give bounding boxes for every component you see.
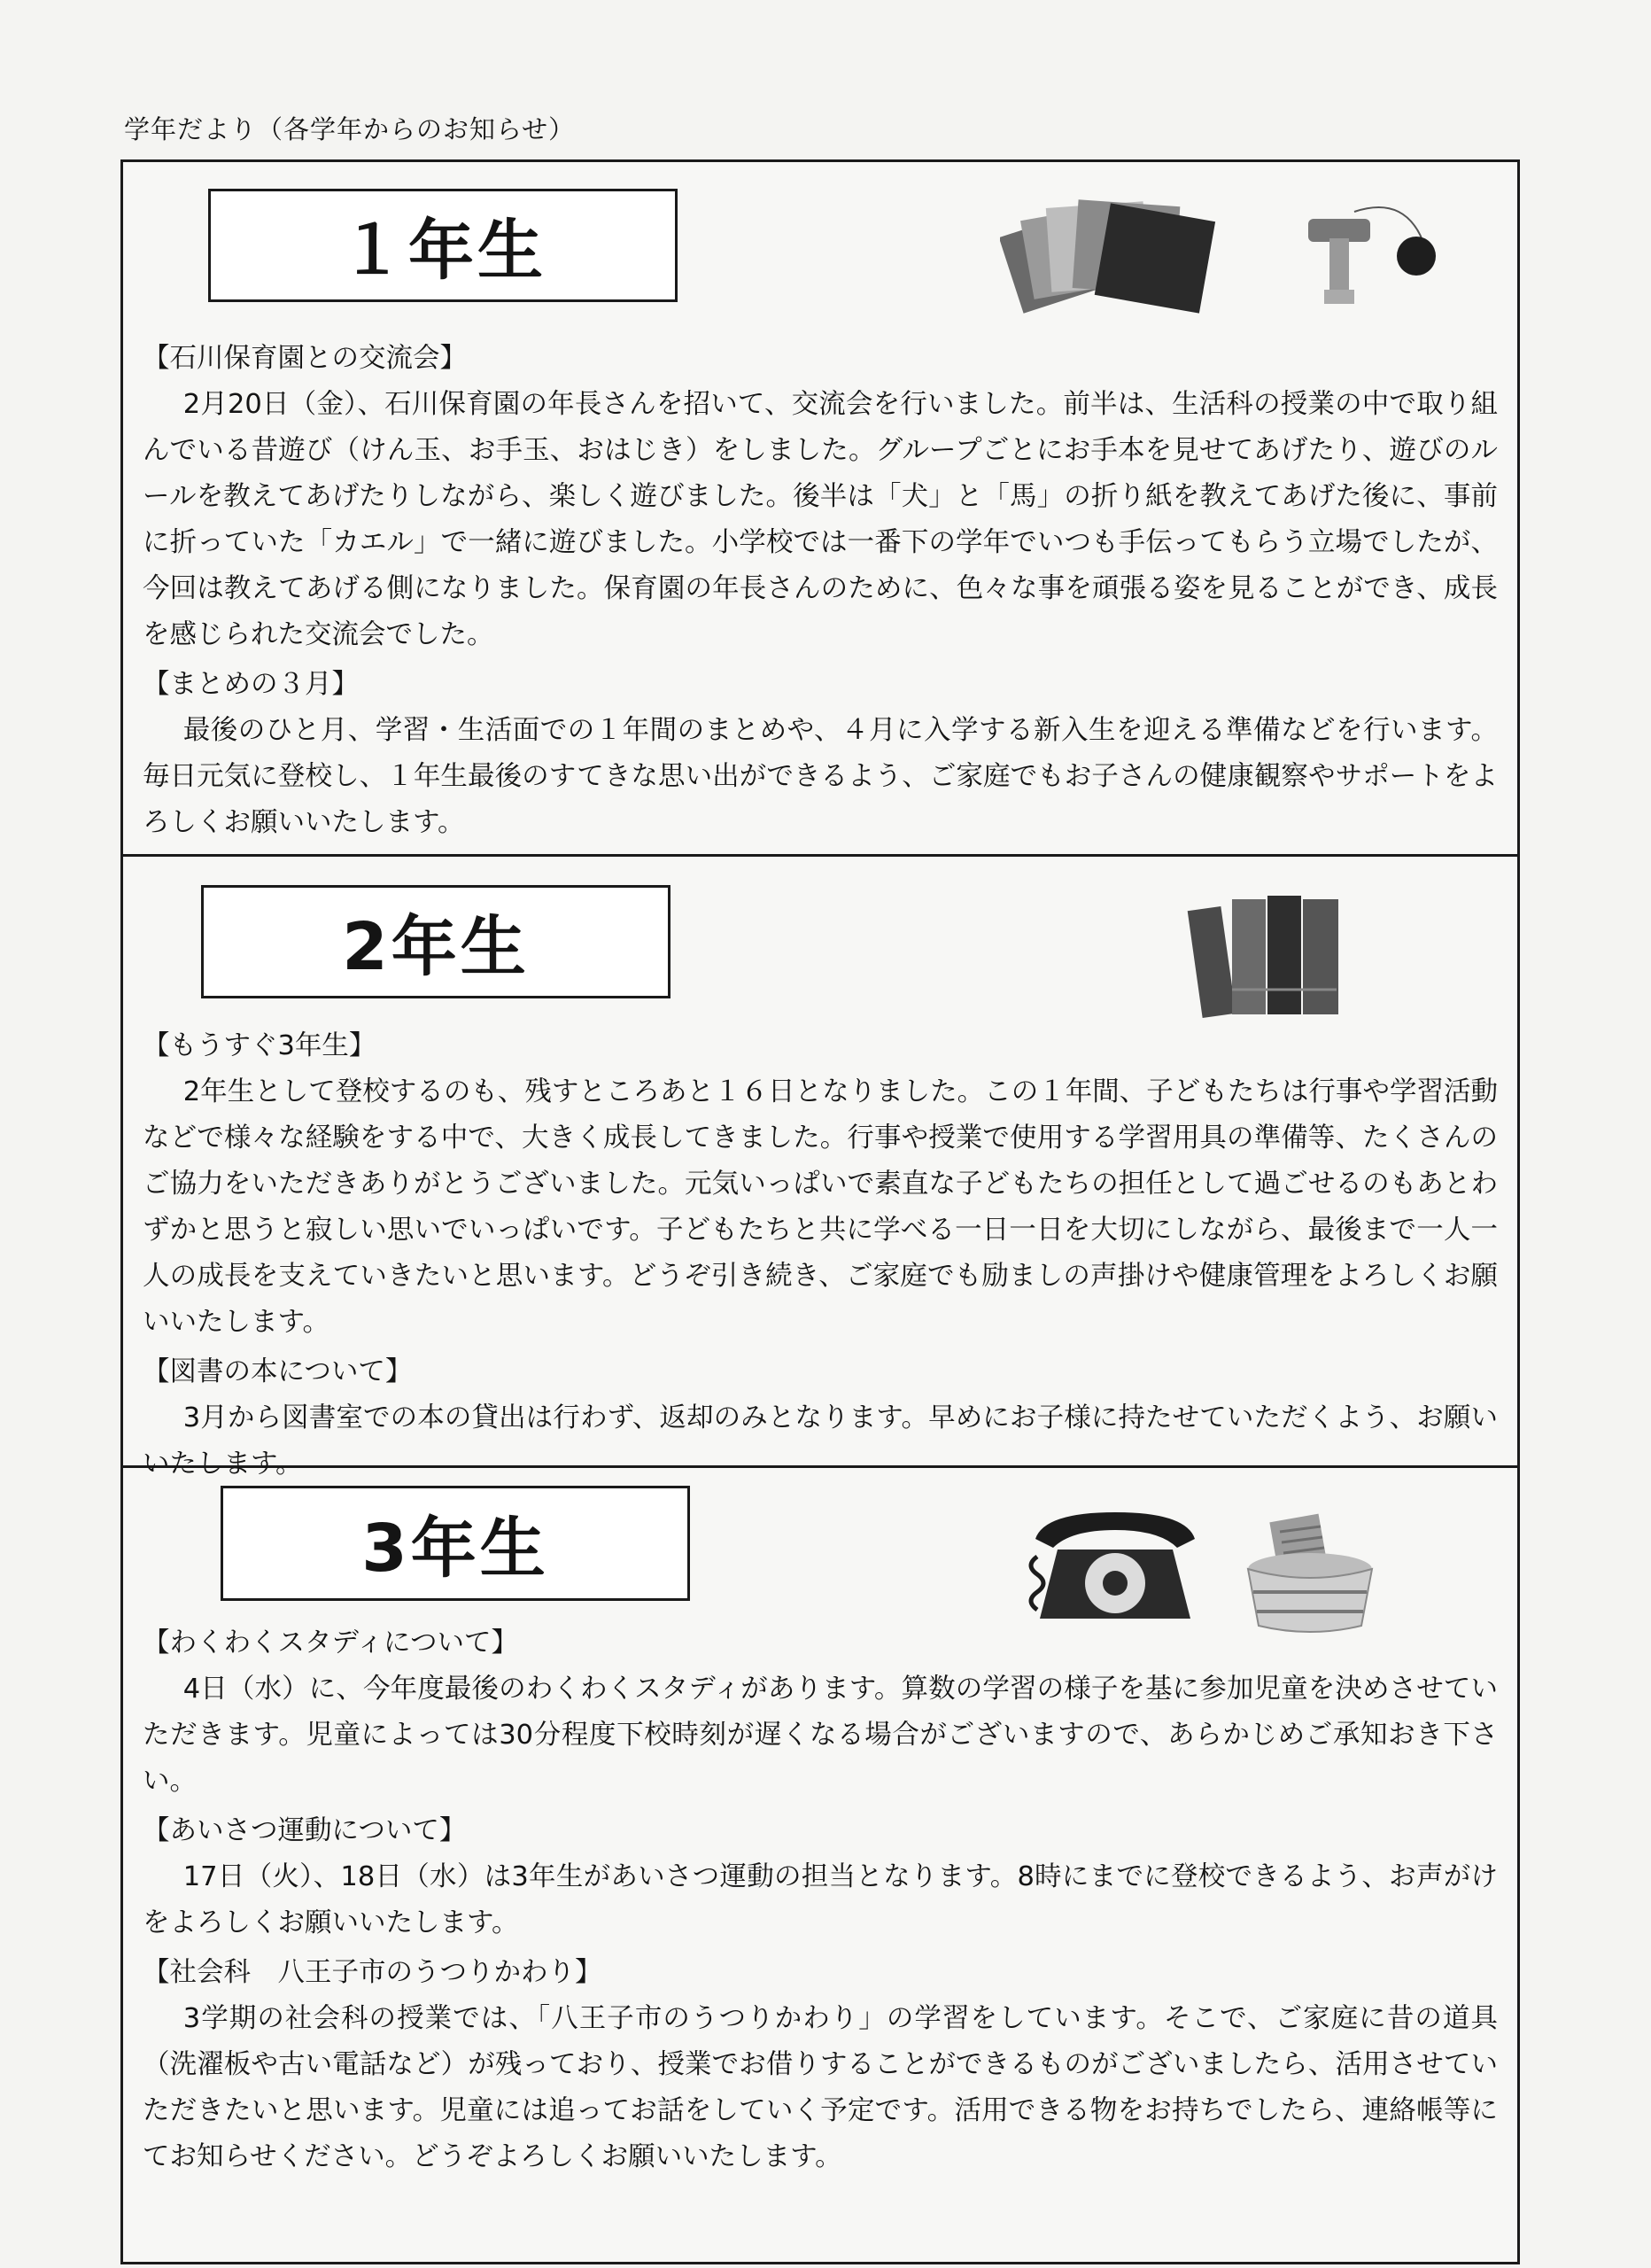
item-body: 3学期の社会科の授業では、「八王子市のうつりかわり」の学習をしています。そこで、ご家庭に昔の道具（洗濯板や古い電話など）が残っており、授業でお借りすることができるものがございましたら、活用させていただきたいと思います。児童には追ってお話をしていく予定です。活用できる物をお持ちでしたら、連絡帳等にてお知らせください。どうぞよろしくお願いいたします。 xyxy=(143,2003,1498,2172)
item-heading: 【わくわくスタディについて】 xyxy=(143,1627,518,1658)
rotary-telephone-icon xyxy=(1018,1503,1221,1627)
grade-1-content xyxy=(143,336,1498,850)
item-body: 4日（水）に、今年度最後のわくわくスタディがあります。算数の学習の様子を基に参加児童を決めさせていただきます。児童によっては30分程度下校時刻が遅くなる場合がございますので、あらかじめご承知おき下さい。 xyxy=(143,1674,1498,1797)
item-heading: 【石川保育園との交流会】 xyxy=(143,343,467,374)
item-body: 3月から図書室での本の貸出は行わず、返却のみとなります。早めにお子様に持たせていただくよう、お願いいたします。 xyxy=(143,1402,1498,1480)
grade-1-title: １年生 xyxy=(208,189,678,302)
item-heading: 【図書の本について】 xyxy=(143,1356,413,1387)
item-body: 最後のひと月、学習・生活面での１年間のまとめや、４月に入学する新入生を迎える準備などを行います。毎日元気に登校し、１年生最後のすてきな思い出ができるよう、ご家庭でもお子さんの健康観察やサポートをよろしくお願いいたします。 xyxy=(143,715,1498,838)
item-body: 2年生として登校するのも、残すところあと１６日となりました。この１年間、子どもたちは行事や学習活動などで様々な経験をする中で、大きく成長してきました。行事や授業で使用する学習用具の準備等、たくさんのご協力をいただきありがとうございました。元気いっぱいで素直な子どもたちの担任として過ごせるのもあとわずかと思うと寂しい思いでいっぱいです。子どもたちと共に学べる一日一日を大切にしながら、最後まで一人一人の成長を支えていきたいと思います。どうぞ引き続き、ご家庭でも励ましの声掛けや健康管理をよろしくお願いいたします。 xyxy=(143,1076,1498,1338)
item-heading: 【まとめの３月】 xyxy=(143,669,359,700)
page-header: 学年だより（各学年からのお知らせ） xyxy=(124,114,576,144)
origami-paper-icon xyxy=(1000,185,1230,318)
grade-3-title: 3年生 xyxy=(221,1486,690,1601)
item-heading: 【社会科 八王子市のうつりかわり】 xyxy=(143,1957,602,1988)
kendama-icon xyxy=(1301,194,1452,318)
books-icon xyxy=(1186,883,1354,1025)
washboard-tub-icon xyxy=(1239,1512,1381,1636)
item-body: 17日（火）、18日（水）は3年生があいさつ運動の担当となります。8時にまでに登校できるよう、お声がけをよろしくお願いいたします。 xyxy=(143,1861,1498,1938)
grade-2-section xyxy=(123,857,1517,1480)
item-body: 2月20日（金）、石川保育園の年長さんを招いて、交流会を行いました。前半は、生活科の授業の中で取り組んでいる昔遊び（けん玉、お手玉、おはじき）をしました。グループごとにお手本を見せてあげたり、遊びのルールを教えてあげたりしながら、楽しく遊びました。後半は「犬」と「馬」の折り紙を教えてあげた後に、事前に折っていた「カエル」で一緒に遊びました。小学校では一番下の学年でいつも手伝ってもらう立場でしたが、今回は教えてあげる側になりました。保育園の年長さんのために、色々な事を頑張る姿を見ることができ、成長を感じられた交流会でした。 xyxy=(143,389,1498,650)
item-heading: 【もうすぐ3年生】 xyxy=(143,1030,376,1061)
grade-3-section xyxy=(123,1468,1517,2262)
grade-2-content xyxy=(143,1023,1498,1491)
grade-2-title: 2年生 xyxy=(201,885,670,998)
newsletter-frame xyxy=(120,159,1520,2264)
grade-3-content xyxy=(143,1620,1498,2184)
grade-1-section xyxy=(123,162,1517,857)
item-heading: 【あいさつ運動について】 xyxy=(143,1815,467,1846)
